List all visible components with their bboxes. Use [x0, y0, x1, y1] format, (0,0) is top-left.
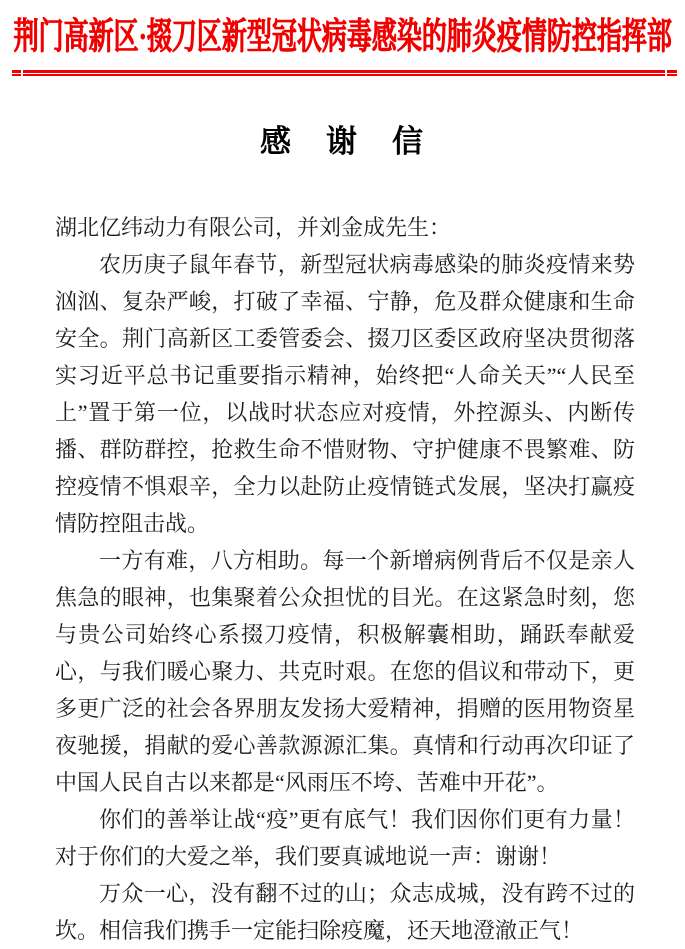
red-divider-line — [12, 70, 677, 76]
divider-break-left — [21, 70, 23, 76]
org-title: 荆门高新区·掇刀区新型冠状病毒感染的肺炎疫情防控指挥部 — [13, 18, 672, 58]
red-letterhead — [0, 4, 685, 64]
letter-paragraph-2: 一方有难，八方相助。每一个新增病例背后不仅是亲人焦急的眼神，也集聚着公众担忧的目光。在这紧急时刻，您与贵公司始终心系掇刀疫情，积极解囊相助，踊跃奉献爱心，与我们暖心聚力、共克时艰。在您的倡议和带动下，更多更广泛的社会各界朋友发扬大爱精神，捐赠的医用物资星夜驰援，捐献的爱心善款源源汇集。真情和行动再次印证了中国人民自古以来都是“风雨压不垮、苦难中开花”。 — [55, 548, 635, 795]
salutation: 湖北亿纬动力有限公司，并刘金成先生： — [55, 215, 452, 240]
letter-document — [0, 4, 685, 943]
letter-paragraph-3: 你们的善举让战“疫”更有底气！我们因你们更有力量！对于你们的大爱之举，我们要真诚地说一声：谢谢！ — [55, 807, 635, 869]
letter-title: 感 谢 信 — [260, 124, 425, 159]
letter-paragraph-1: 农历庚子鼠年春节，新型冠状病毒感染的肺炎疫情来势汹汹、复杂严峻，打破了幸福、宁静，危及群众健康和生命安全。荆门高新区工委管委会、掇刀区委区政府坚决贯彻落实习近平总书记重要指示精神，始终把“人命关天”“人民至上”置于第一位，以战时状态应对疫情，外控源头、内断传播、群防群控，抢救生命不惜财物、守护健康不畏繁难、防控疫情不惧艰辛，全力以赴防止疫情链式发展，坚决打赢疫情防控阻击战。 — [55, 252, 635, 536]
letter-body — [0, 209, 685, 949]
letter-paragraph-4: 万众一心，没有翻不过的山；众志成城，没有跨不过的坎。相信我们携手一定能扫除疫魔，还天地澄澈正气！ — [55, 881, 635, 943]
divider-break-right — [665, 70, 667, 76]
